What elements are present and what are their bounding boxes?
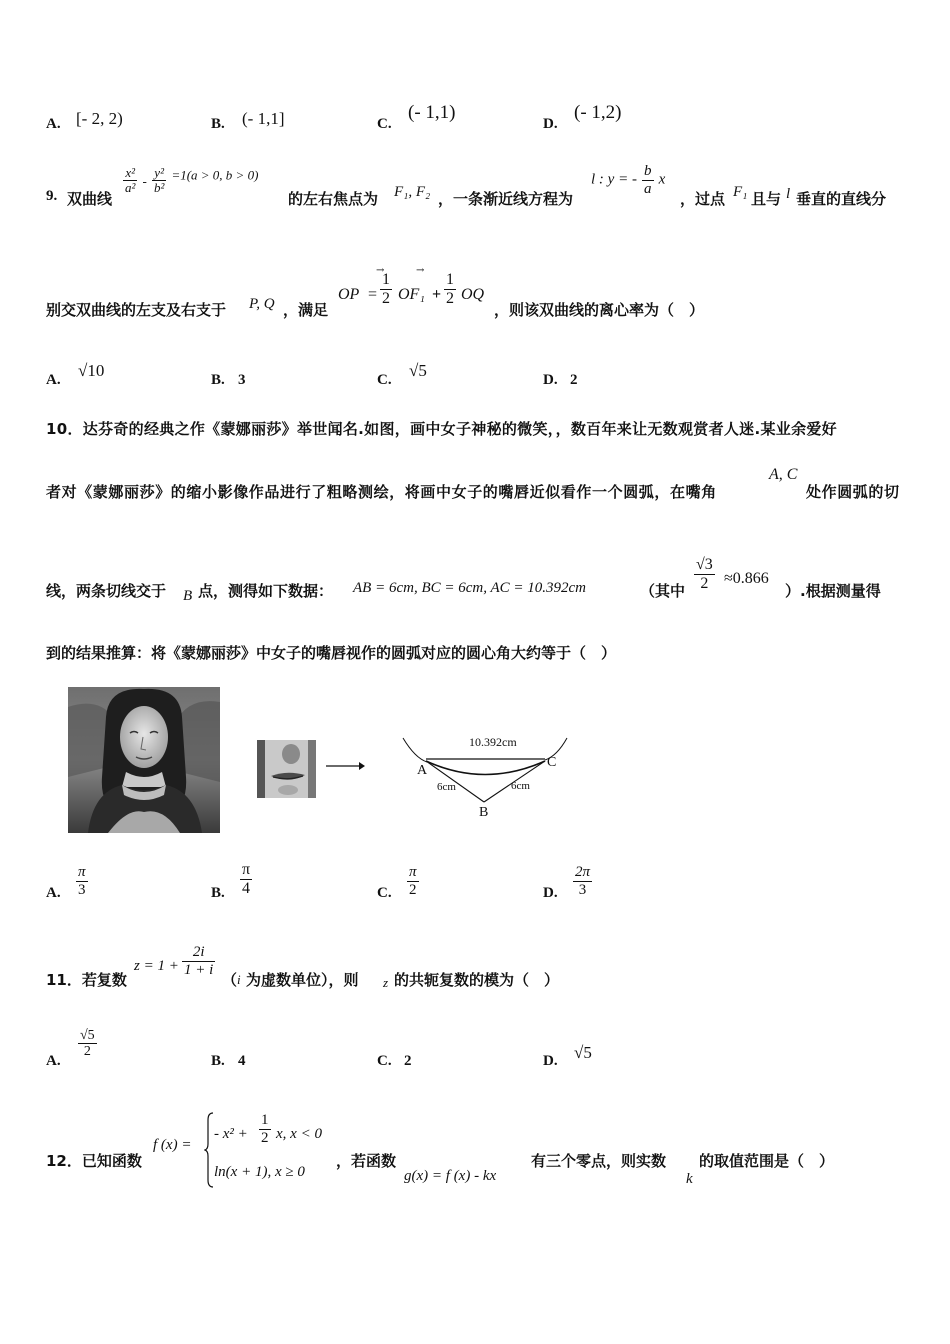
q9-half1-num: 1 — [382, 271, 390, 288]
q9-vec-eq: = — [368, 286, 378, 303]
q9-eq-minus: - — [142, 173, 147, 189]
q10-d-num: 2π — [575, 864, 591, 880]
q9-half2-num: 1 — [446, 271, 454, 288]
q9-option-c-label: C. — [377, 372, 392, 388]
q9-text-8: ，满足 — [283, 301, 329, 319]
q9-option-d-value: 2 — [570, 372, 578, 388]
q9-text-6: 垂直的直线分 — [796, 190, 887, 208]
q12-case1-num: 1 — [261, 1112, 269, 1128]
mona-lisa-image — [68, 687, 220, 833]
q9-asym-lhs: l : y = - — [591, 171, 637, 188]
q9-option-b-label: B. — [211, 372, 225, 388]
q11-text-1: （ — [222, 971, 238, 989]
q8-option-d-value: (- 1,2) — [574, 102, 622, 123]
q11-a-den: 2 — [83, 1044, 91, 1060]
q9-half1-den: 2 — [382, 289, 390, 307]
q12-case2: ln(x + 1), x ≥ 0 — [214, 1164, 305, 1180]
q11-text-start: 11．若复数 — [46, 971, 127, 989]
q9-eq-a2: a² — [125, 180, 136, 196]
q9-line-l: l — [786, 186, 791, 202]
q11-option-b-label: B. — [211, 1053, 225, 1069]
q10-a-den: 3 — [78, 881, 86, 898]
q12-brace-icon — [204, 1112, 214, 1188]
q10-line-3a: 线，两条切线交于 — [46, 582, 167, 600]
diagram-left-curve — [403, 738, 427, 762]
q9-text-7: 别交双曲线的左支及右支于 — [46, 301, 227, 319]
q12-text-2: 有三个零点，则实数 — [531, 1152, 667, 1170]
q8-option-a-value: [- 2, 2) — [76, 109, 123, 128]
q8-option-d-label: D. — [543, 116, 558, 132]
q9-pq: P, Q — [249, 296, 275, 312]
q11-fraction — [182, 944, 215, 978]
q10-line-3c: ）.根据测量得 — [785, 582, 881, 600]
q9-option-b-value: 3 — [238, 372, 246, 388]
diagram-label-c: C — [547, 755, 557, 770]
q11-text-3: 的共轭复数的模为（ ） — [394, 971, 560, 989]
q10-option-a-label: A. — [46, 885, 61, 901]
diagram-label-a: A — [417, 763, 428, 778]
q10-line-2a: 者对《蒙娜丽莎》的缩小影像作品进行了粗略测绘，将画中女子的嘴唇近似看作一个圆弧，在嘴角 — [46, 483, 717, 501]
q10-option-d-value — [573, 864, 592, 898]
q12-case1-den: 2 — [261, 1129, 269, 1146]
q12-text-3: 的取值范围是（ ） — [699, 1152, 835, 1170]
q9-vec-oq: OQ — [461, 286, 485, 303]
q10-a-num: π — [78, 864, 86, 880]
q8-option-c-label: C. — [377, 116, 392, 132]
q9-vec-of1: OF₁ — [398, 286, 425, 303]
q10-option-a-value — [76, 864, 88, 898]
q9-eq-y2: y² — [152, 166, 166, 181]
q9-number: 9. — [46, 188, 58, 204]
q9-asym-num: b — [644, 163, 652, 179]
q10-line-1: 10．达芬奇的经典之作《蒙娜丽莎》举世闻名.如图，画中女子神秘的微笑，，数百年来让无数观赏者人迷.某业余爱好 — [46, 420, 837, 438]
q12-text-start: 12．已知函数 — [46, 1152, 142, 1170]
q9-text-1: 双曲线 — [67, 190, 113, 208]
q11-a-num: √5 — [80, 1028, 95, 1043]
q9-vec-op: OP — [338, 286, 360, 303]
q10-line-3b: 点，测得如下数据： — [198, 582, 334, 600]
q11-z-eq: z = 1 + — [134, 958, 179, 974]
q11-option-d-label: D. — [543, 1053, 558, 1069]
q9-point-f1: F₁ — [733, 184, 748, 200]
q9-asymptote — [591, 163, 665, 197]
q11-option-b-value: 4 — [238, 1053, 246, 1069]
q10-line-4: 到的结果推算：将《蒙娜丽莎》中女子的嘴唇视作的圆弧对应的圆心角大约等于（ ） — [46, 644, 617, 662]
q9-foci: F₁, F₂ — [394, 184, 431, 200]
q9-option-c-value: √5 — [409, 361, 427, 380]
q11-option-c-label: C. — [377, 1053, 392, 1069]
q12-piecewise — [204, 1112, 334, 1188]
q9-text-4: ，过点 — [680, 190, 726, 208]
q11-z: z — [383, 975, 389, 990]
q12-case1-a: - x² + — [214, 1126, 248, 1142]
diagram-ab-length: 6cm — [437, 781, 456, 793]
q9-eq-x2: x² — [123, 166, 137, 181]
q9-text-9: ，则该双曲线的离心率为（ ） — [494, 301, 705, 319]
q9-eq-b2: b² — [153, 180, 165, 196]
q9-vector-arrow-1: → — [376, 265, 385, 276]
q10-option-b-value — [240, 861, 252, 897]
q10-option-c-label: C. — [377, 885, 392, 901]
q9-text-2: 的左右焦点为 — [288, 190, 379, 208]
q11-option-a-value — [78, 1028, 97, 1060]
q10-option-c-value — [407, 864, 419, 898]
q11-text-2: 为虚数单位），则 — [246, 971, 359, 989]
arrow-right-icon — [325, 759, 367, 773]
diagram-ac-length: 10.392cm — [469, 735, 517, 749]
q10-measured-data: AB = 6cm, BC = 6cm, AC = 10.392cm — [353, 580, 586, 596]
q11-i-symbol: i — [237, 972, 241, 987]
q9-plus: + — [432, 286, 442, 303]
q12-fx: f (x) = — [153, 1137, 192, 1153]
q9-vector-arrow-2: → — [416, 265, 425, 276]
q9-eq-rest: =1(a > 0, b > 0) — [171, 167, 259, 183]
q10-d-den: 3 — [578, 881, 587, 898]
q11-option-d-value: √5 — [574, 1043, 592, 1062]
q8-option-a-label: A. — [46, 116, 61, 132]
q11-frac-num: 2i — [182, 944, 215, 962]
q12-text-1: ，若函数 — [336, 1152, 397, 1170]
q8-option-b-value: (- 1,1] — [242, 109, 285, 128]
q11-option-a-label: A. — [46, 1053, 61, 1069]
q10-two: 2 — [700, 574, 709, 592]
q10-paren-open: （其中 — [640, 582, 686, 600]
q9-text-3: ，一条渐近线方程为 — [438, 190, 574, 208]
q9-hyperbola-equation — [123, 166, 258, 196]
q12-case1-b: x, x < 0 — [276, 1126, 322, 1142]
q10-option-d-label: D. — [543, 885, 558, 901]
lip-arc-diagram — [395, 728, 575, 824]
diagram-label-b: B — [479, 805, 489, 820]
q10-option-b-label: B. — [211, 885, 225, 901]
q9-option-a-label: A. — [46, 372, 61, 388]
q10-line-2b: 处作圆弧的切 — [806, 483, 900, 501]
q10-c-num: π — [409, 864, 417, 880]
q10-sqrt3: √3 — [696, 556, 713, 573]
q10-b-den: 4 — [242, 879, 251, 897]
q9-half2-den: 2 — [446, 289, 454, 307]
q10-b-num: π — [242, 861, 251, 878]
q10-points-ac: A, C — [769, 466, 798, 483]
q8-option-c-value: (- 1,1) — [408, 102, 456, 123]
q11-option-c-value: 2 — [404, 1053, 412, 1069]
q10-c-den: 2 — [409, 881, 417, 898]
lips-closeup-image — [257, 740, 316, 798]
q9-option-d-label: D. — [543, 372, 558, 388]
q10-point-b: B — [183, 588, 193, 604]
q11-frac-den: 1 + i — [184, 961, 214, 978]
diagram-bc-length: 6cm — [511, 780, 530, 792]
q9-option-a-value: √10 — [78, 361, 105, 380]
q9-asym-x: x — [658, 171, 666, 188]
q10-sqrt3-over-2 — [694, 556, 715, 592]
q9-asym-den: a — [644, 180, 652, 197]
q8-option-b-label: B. — [211, 116, 225, 132]
q10-approx: ≈0.866 — [724, 570, 769, 587]
q9-text-5: 且与 — [751, 190, 782, 208]
q12-gx: g(x) = f (x) - kx — [404, 1168, 497, 1184]
q12-k: k — [686, 1171, 693, 1187]
